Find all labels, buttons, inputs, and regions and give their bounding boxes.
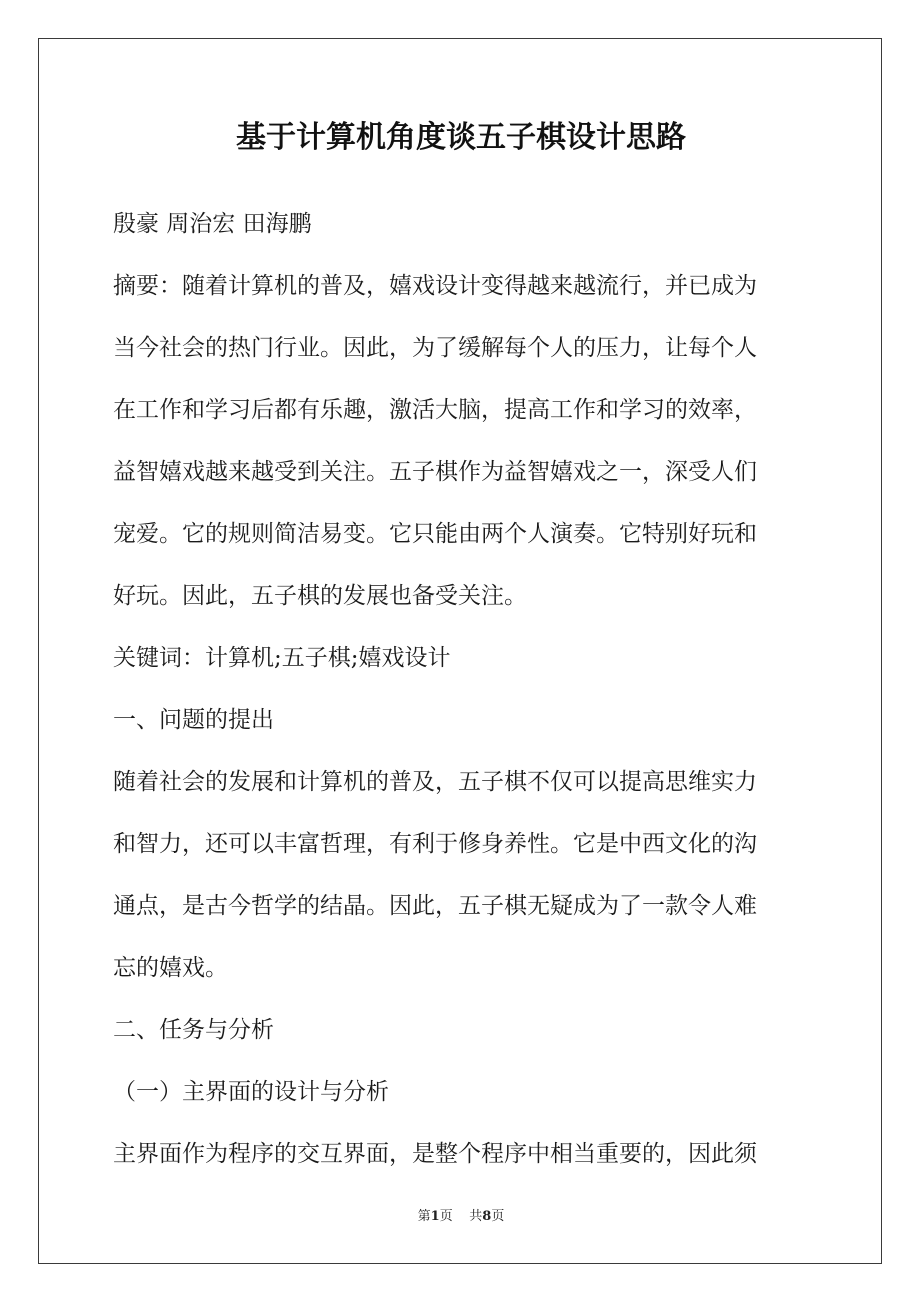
subsection-1-line-1: 主界面作为程序的交互界面，是整个程序中相当重要的，因此须	[113, 1141, 757, 1167]
abstract-line-1: 摘要：随着计算机的普及，嬉戏设计变得越来越流行，并已成为	[113, 273, 757, 299]
page-prefix: 第	[417, 1209, 431, 1224]
document-body	[113, 193, 813, 1185]
total-pages: 8	[482, 1209, 492, 1224]
keywords-line: 关键词：计算机;五子棋;嬉戏设计	[113, 645, 451, 671]
author-line: 殷豪 周治宏 田海鹏	[113, 211, 312, 237]
page-suffix: 页	[439, 1209, 453, 1224]
section-1-line-1: 随着社会的发展和计算机的普及，五子棋不仅可以提高思维实力	[113, 769, 757, 795]
page-number: 1	[430, 1209, 440, 1224]
total-suffix: 页	[491, 1209, 505, 1224]
section-heading-2: 二、任务与分析	[113, 1017, 274, 1043]
document-title: 基于计算机角度谈五子棋设计思路	[236, 120, 686, 155]
section-1-line-4: 忘的嬉戏。	[113, 955, 228, 981]
total-prefix: 共	[469, 1209, 483, 1224]
abstract-line-6: 好玩。因此，五子棋的发展也备受关注。	[113, 583, 527, 609]
section-1-line-2: 和智力，还可以丰富哲理，有利于修身养性。它是中西文化的沟	[113, 831, 757, 857]
page-footer	[39, 1207, 883, 1227]
abstract-line-4: 益智嬉戏越来越受到关注。五子棋作为益智嬉戏之一，深受人们	[113, 459, 757, 485]
abstract-line-2: 当今社会的热门行业。因此，为了缓解每个人的压力，让每个人	[113, 335, 757, 361]
document-page	[38, 38, 882, 1264]
abstract-line-3: 在工作和学习后都有乐趣，激活大脑，提高工作和学习的效率，	[113, 397, 757, 423]
section-1-line-3: 通点，是古今哲学的结晶。因此，五子棋无疑成为了一款令人难	[113, 893, 757, 919]
abstract-line-5: 宠爱。它的规则简洁易变。它只能由两个人演奏。它特别好玩和	[113, 521, 757, 547]
section-heading-1: 一、问题的提出	[113, 707, 274, 733]
subsection-heading-1: （一）主界面的设计与分析	[113, 1079, 389, 1105]
